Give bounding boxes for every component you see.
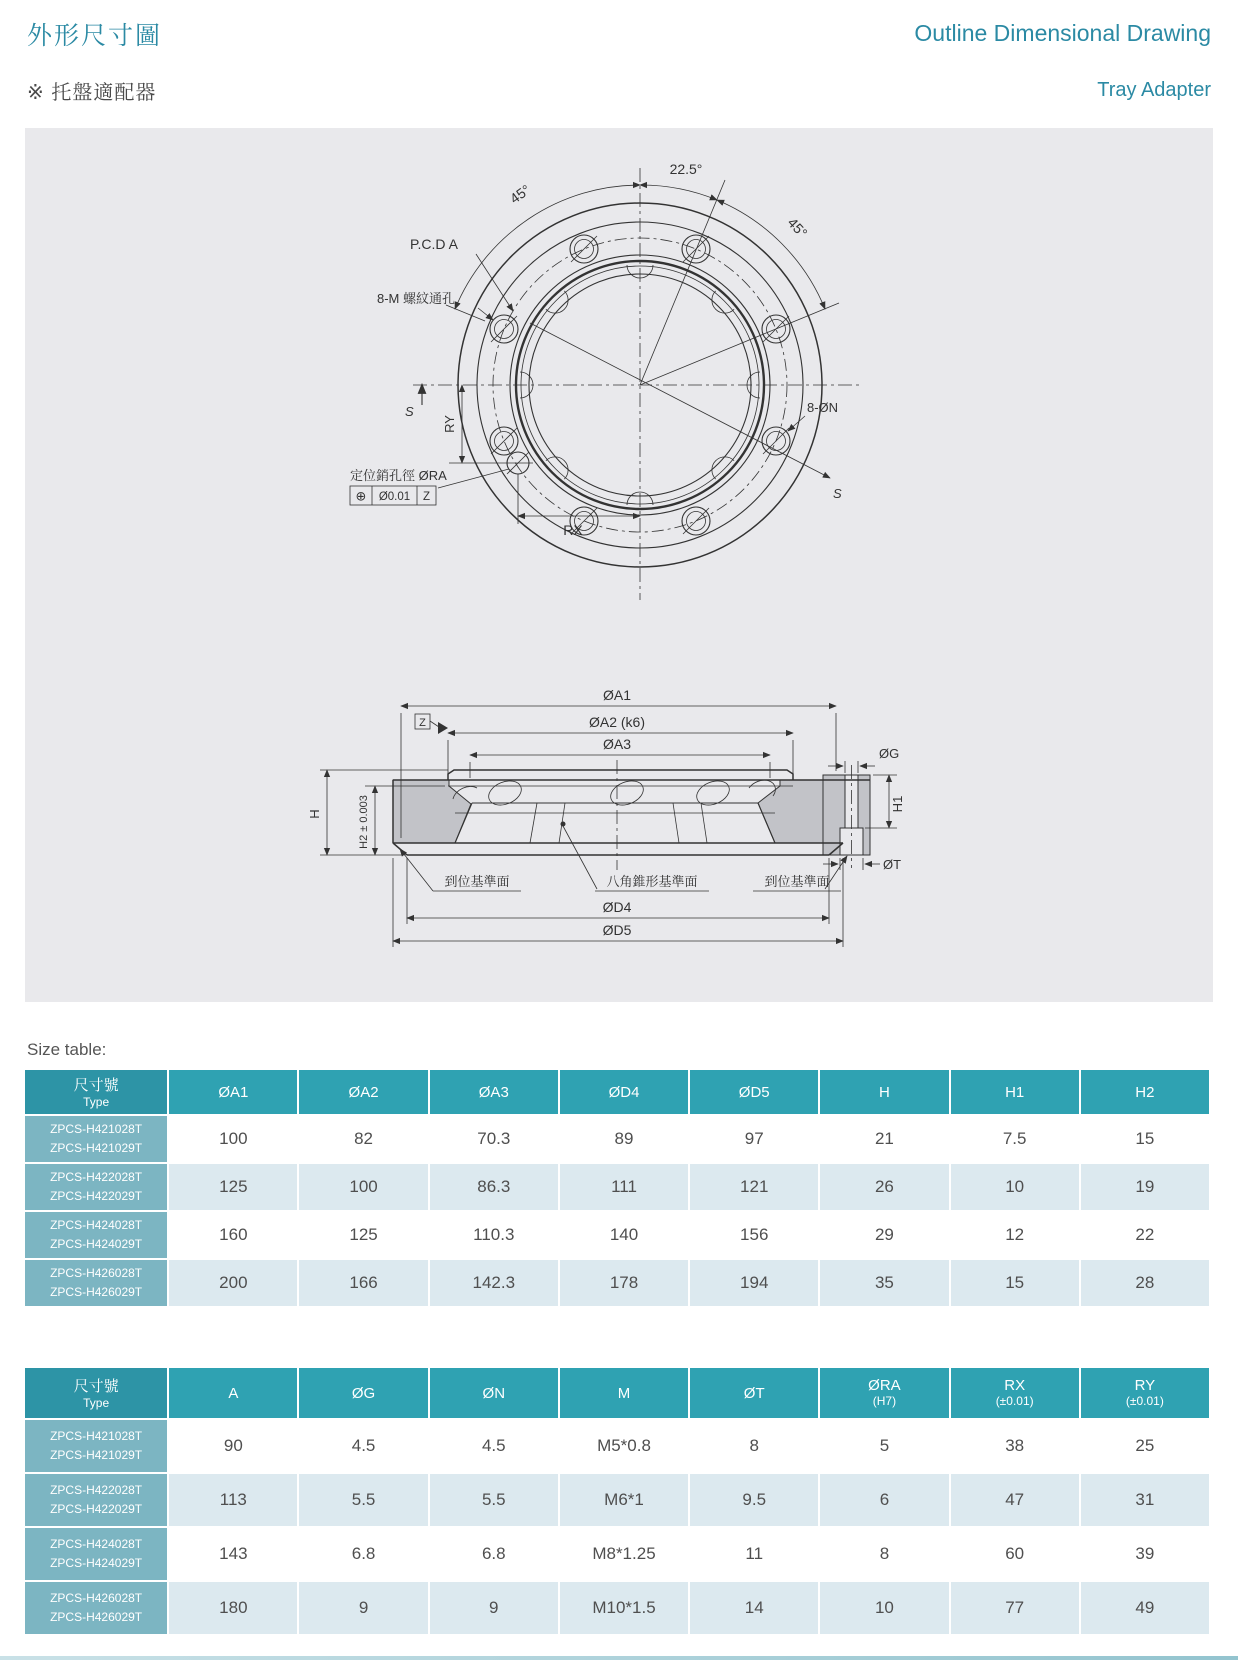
column-header-main: ØRA	[868, 1377, 901, 1395]
size-table-1	[23, 1068, 1211, 1308]
table-cell: M10*1.5	[560, 1582, 688, 1634]
table-cell: 70.3	[430, 1116, 558, 1162]
table-cell: 28	[1081, 1260, 1209, 1306]
table-cell: 47	[951, 1474, 1079, 1526]
table-cell: 29	[820, 1212, 948, 1258]
column-header-sub: (±0.01)	[995, 1394, 1034, 1409]
column-header: ØA2	[299, 1070, 427, 1114]
table-cell: 8	[690, 1420, 818, 1472]
table-cell: 39	[1081, 1528, 1209, 1580]
datum-z-flag	[415, 714, 448, 734]
table-cell: 4.5	[430, 1420, 558, 1472]
table-cell: 125	[299, 1212, 427, 1258]
tolerance-datum: Z	[422, 491, 431, 503]
column-header-main: A	[228, 1384, 239, 1402]
table-cell: 8	[820, 1528, 948, 1580]
table-cell: 89	[560, 1116, 688, 1162]
type-header-zh: 尺寸號	[73, 1077, 119, 1095]
table-cell: M5*0.8	[560, 1420, 688, 1472]
column-header-sub: (±0.01)	[1125, 1394, 1164, 1409]
position-symbol: ⊕	[355, 488, 367, 504]
table-cell: 113	[169, 1474, 297, 1526]
table-header-row	[25, 1070, 1209, 1114]
column-header-main: RY	[1134, 1377, 1156, 1395]
table-cell: 10	[951, 1164, 1079, 1210]
angle-45-left-label: 45°	[506, 181, 534, 207]
column-header	[299, 1368, 427, 1418]
pcd-label: P.C.D A	[410, 236, 458, 252]
table-cell: 6.8	[299, 1528, 427, 1580]
type-cell	[25, 1474, 167, 1526]
table-cell: 200	[169, 1260, 297, 1306]
technical-drawing	[25, 128, 1213, 1002]
type-header-zh: 尺寸號	[73, 1378, 119, 1396]
angle-45-right-label: 45°	[784, 214, 811, 241]
table-cell: 10	[820, 1582, 948, 1634]
table-cell: 111	[560, 1164, 688, 1210]
h-dim-label: H	[307, 809, 322, 819]
thread-holes-label: 8-M 螺紋通孔	[377, 291, 456, 306]
table-cell: 5.5	[299, 1474, 427, 1526]
table-cell: 194	[690, 1260, 818, 1306]
table-cell: 7.5	[951, 1116, 1079, 1162]
column-header-main: ØN	[482, 1384, 506, 1402]
type-cell	[25, 1420, 167, 1472]
dia-a2-label: ØA2 (k6)	[588, 714, 646, 730]
size-table-2	[23, 1366, 1211, 1636]
column-header	[430, 1368, 558, 1418]
dia-d5-label: ØD5	[602, 922, 632, 938]
table-cell: 143	[169, 1528, 297, 1580]
type-cell	[25, 1260, 167, 1306]
table-cell: 5	[820, 1420, 948, 1472]
tolerance-value: Ø0.01	[378, 491, 411, 503]
table-cell: 100	[299, 1164, 427, 1210]
table-cell: 6	[820, 1474, 948, 1526]
column-header: H	[820, 1070, 948, 1114]
table-cell: 97	[690, 1116, 818, 1162]
table-cell: 15	[951, 1260, 1079, 1306]
type-cell	[25, 1212, 167, 1258]
dia-a1-label: ØA1	[602, 687, 632, 703]
column-header-main: RX	[1004, 1377, 1026, 1395]
table-cell: 86.3	[430, 1164, 558, 1210]
h2-dim-label: H2 ± 0.003	[358, 795, 370, 849]
table-cell: 4.5	[299, 1420, 427, 1472]
rx-dim-label: RX	[563, 522, 583, 538]
table-cell: 22	[1081, 1212, 1209, 1258]
table-row	[25, 1420, 1209, 1472]
type-cell	[25, 1582, 167, 1634]
angle-225-label: 22.5°	[669, 161, 703, 177]
type-header-en: Type	[83, 1396, 110, 1411]
table-cell: 15	[1081, 1116, 1209, 1162]
table-cell: 21	[820, 1116, 948, 1162]
column-header-sub: (H7)	[872, 1394, 897, 1409]
type-header-en: Type	[83, 1095, 110, 1110]
column-header: H1	[951, 1070, 1079, 1114]
datum-z-label: Z	[419, 717, 426, 729]
table-cell: 121	[690, 1164, 818, 1210]
type-line: ZPCS-H426028T	[50, 1590, 143, 1605]
page-subtitle-zh: ※ 托盤適配器	[27, 82, 157, 104]
type-line: ZPCS-H422029T	[50, 1502, 143, 1516]
table-cell: 60	[951, 1528, 1079, 1580]
table-cell: 14	[690, 1582, 818, 1634]
table-cell: 156	[690, 1212, 818, 1258]
tolerance-frame	[350, 486, 436, 505]
table-cell: M8*1.25	[560, 1528, 688, 1580]
type-header-cell	[25, 1368, 167, 1418]
column-header	[169, 1368, 297, 1418]
column-header-main: ØG	[351, 1384, 376, 1402]
ry-dim-label: RY	[442, 415, 457, 433]
type-line: ZPCS-H424028T	[50, 1217, 143, 1232]
column-header: H2	[1081, 1070, 1209, 1114]
footer-accent-bar	[0, 1656, 1238, 1660]
type-line: ZPCS-H426029T	[50, 1610, 143, 1624]
page-subtitle-en: Tray Adapter	[1097, 79, 1211, 101]
type-line: ZPCS-H424028T	[50, 1536, 143, 1551]
table-cell: 19	[1081, 1164, 1209, 1210]
table-cell: 12	[951, 1212, 1079, 1258]
table-cell: 100	[169, 1116, 297, 1162]
dia-t-label: ØT	[883, 857, 902, 872]
type-line: ZPCS-H424029T	[50, 1237, 143, 1251]
pin-hole-label: 定位銷孔徑 ØRA	[350, 468, 447, 483]
table-cell: 178	[560, 1260, 688, 1306]
column-header	[820, 1368, 948, 1418]
column-header: ØD4	[560, 1070, 688, 1114]
table-cell: 142.3	[430, 1260, 558, 1306]
column-header	[690, 1368, 818, 1418]
h1-dim-label: H1	[890, 795, 905, 813]
n-holes-label: 8-ØN	[807, 400, 839, 415]
page-title-zh: 外形尺寸圖	[27, 22, 163, 50]
cone-surface-label: 八角錐形基準面	[606, 874, 698, 889]
table-cell: 35	[820, 1260, 948, 1306]
side-view-drawing	[307, 687, 905, 947]
dia-d4-label: ØD4	[602, 899, 632, 915]
type-line: ZPCS-H426029T	[50, 1285, 143, 1299]
type-line: ZPCS-H421028T	[50, 1428, 143, 1443]
table-cell: 82	[299, 1116, 427, 1162]
type-cell	[25, 1116, 167, 1162]
table-cell: 11	[690, 1528, 818, 1580]
table-row	[25, 1212, 1209, 1258]
dia-g-label: ØG	[879, 746, 900, 761]
type-cell	[25, 1164, 167, 1210]
table-row	[25, 1260, 1209, 1306]
column-header: ØD5	[690, 1070, 818, 1114]
table-header-row	[25, 1368, 1209, 1418]
top-view-drawing	[350, 161, 860, 600]
type-line: ZPCS-H421029T	[50, 1448, 143, 1462]
table-cell: 125	[169, 1164, 297, 1210]
column-header	[951, 1368, 1079, 1418]
type-line: ZPCS-H426028T	[50, 1265, 143, 1280]
column-header: ØA3	[430, 1070, 558, 1114]
section-s-right-label: S	[833, 486, 842, 501]
table-cell: 9.5	[690, 1474, 818, 1526]
table-row	[25, 1164, 1209, 1210]
size-table-label: Size table:	[27, 1040, 107, 1059]
table-cell: 110.3	[430, 1212, 558, 1258]
table-cell: 90	[169, 1420, 297, 1472]
page-title-en: Outline Dimensional Drawing	[914, 20, 1211, 46]
section-s-left-label: S	[405, 404, 414, 419]
table-row	[25, 1474, 1209, 1526]
table-cell: 26	[820, 1164, 948, 1210]
table-cell: 31	[1081, 1474, 1209, 1526]
table-cell: 180	[169, 1582, 297, 1634]
table-row	[25, 1528, 1209, 1580]
table-cell: 160	[169, 1212, 297, 1258]
table-cell: 9	[299, 1582, 427, 1634]
column-header-main: M	[617, 1384, 631, 1402]
column-header	[1081, 1368, 1209, 1418]
dia-a3-label: ØA3	[602, 736, 632, 752]
table-row	[25, 1582, 1209, 1634]
dimensional-drawing-panel	[25, 128, 1213, 1002]
type-line: ZPCS-H421028T	[50, 1121, 143, 1136]
type-line: ZPCS-H422028T	[50, 1482, 143, 1497]
table-cell: 166	[299, 1260, 427, 1306]
type-line: ZPCS-H424029T	[50, 1556, 143, 1570]
table-cell: M6*1	[560, 1474, 688, 1526]
table-cell: 140	[560, 1212, 688, 1258]
seat-surface-left-label: 到位基準面	[444, 874, 510, 889]
table-cell: 77	[951, 1582, 1079, 1634]
type-cell	[25, 1528, 167, 1580]
table-cell: 38	[951, 1420, 1079, 1472]
type-line: ZPCS-H422028T	[50, 1169, 143, 1184]
type-line: ZPCS-H421029T	[50, 1141, 143, 1155]
type-line: ZPCS-H422029T	[50, 1189, 143, 1203]
column-header-main: ØT	[743, 1384, 765, 1402]
table-cell: 9	[430, 1582, 558, 1634]
table-cell: 49	[1081, 1582, 1209, 1634]
seat-surface-right-label: 到位基準面	[764, 874, 830, 889]
table-row	[25, 1116, 1209, 1162]
table-cell: 5.5	[430, 1474, 558, 1526]
column-header: ØA1	[169, 1070, 297, 1114]
column-header	[560, 1368, 688, 1418]
type-header-cell	[25, 1070, 167, 1114]
table-cell: 6.8	[430, 1528, 558, 1580]
table-cell: 25	[1081, 1420, 1209, 1472]
